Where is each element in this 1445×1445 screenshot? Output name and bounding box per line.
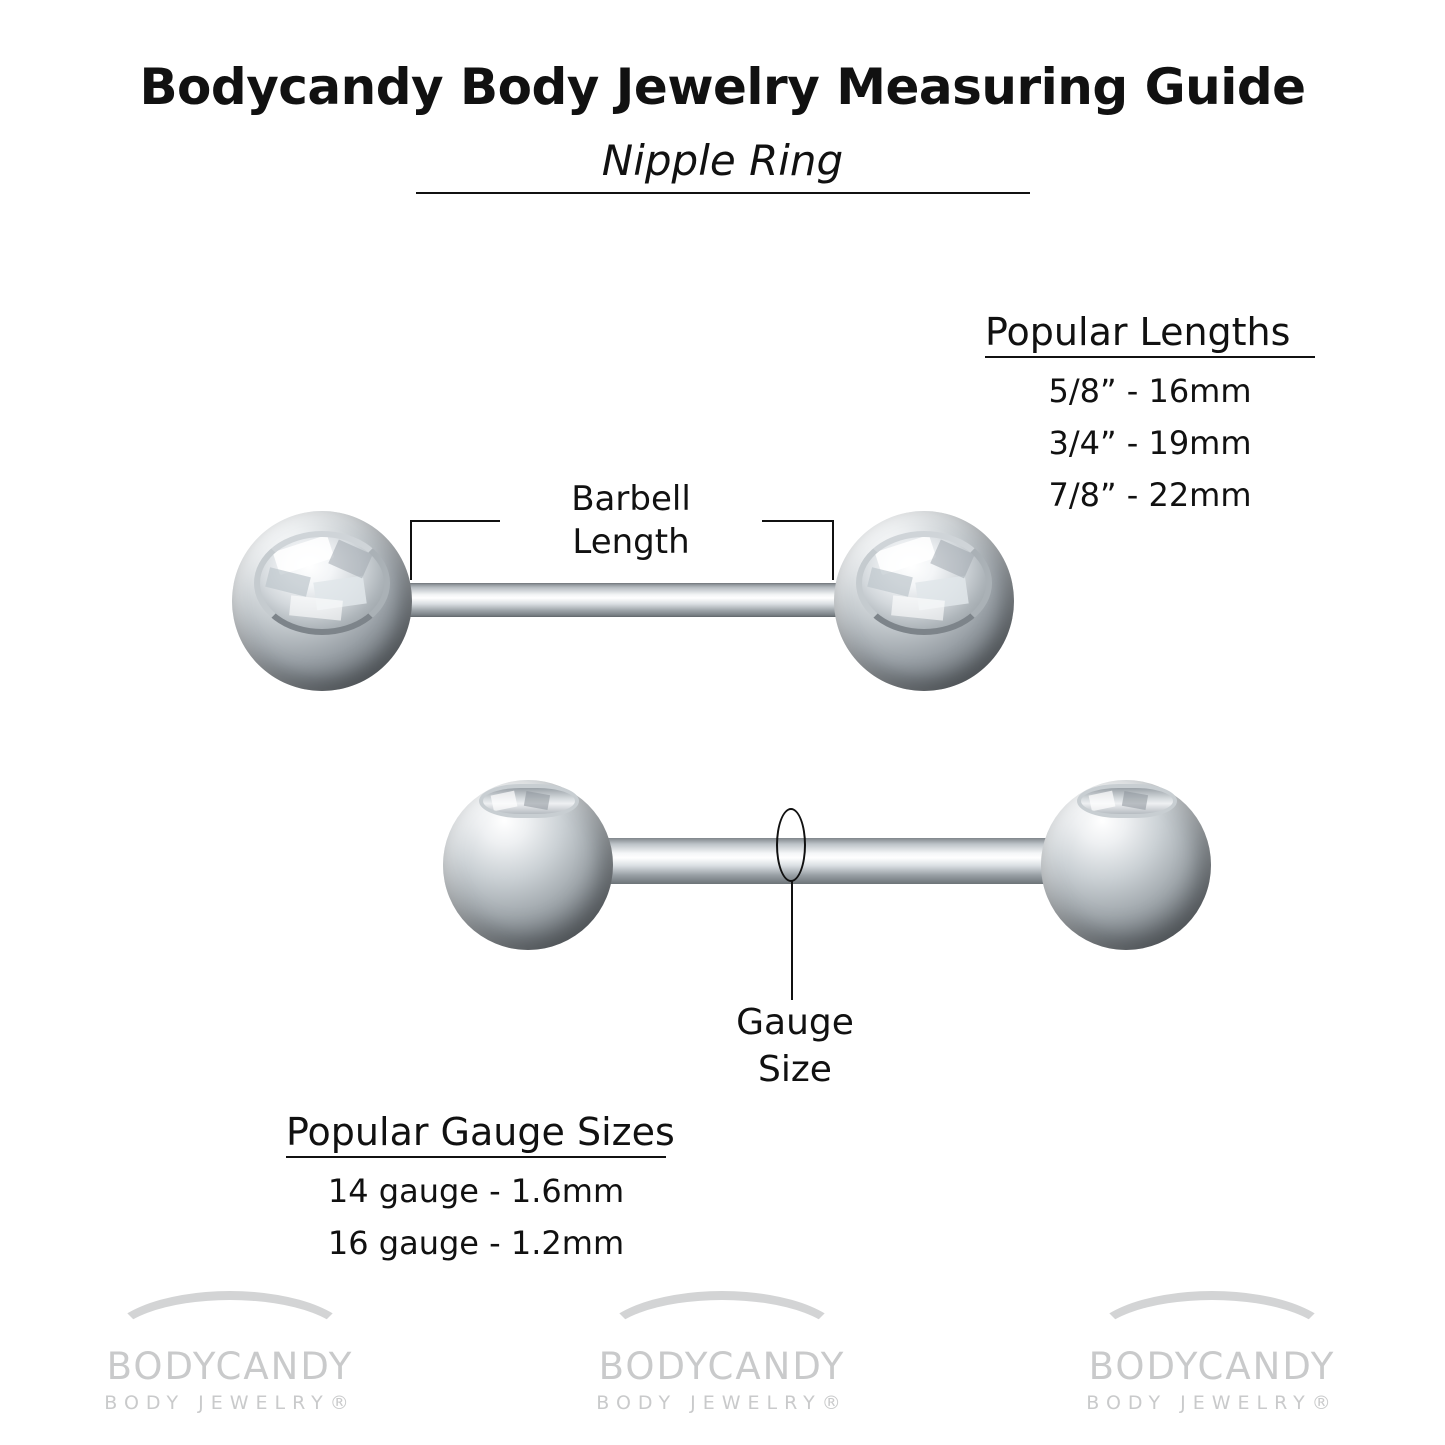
arc-icon [597, 1291, 847, 1343]
brand-logo-name: BODYCANDY [598, 1345, 846, 1388]
arc-icon [1087, 1291, 1337, 1343]
length-item: 5/8” - 16mm [1048, 372, 1252, 410]
popular-lengths-heading: Popular Lengths [985, 310, 1291, 354]
brand-logo [1012, 1291, 1412, 1414]
gem-icon [254, 531, 390, 635]
brand-logo-tagline: BODY JEWELRY® [596, 1392, 848, 1414]
gauge-size-label-line2: Size [758, 1048, 832, 1090]
gauge-item: 16 gauge - 1.2mm [327, 1224, 625, 1262]
brand-logo-tagline: BODY JEWELRY® [1086, 1392, 1338, 1414]
barbell-ball-left [443, 780, 613, 950]
brand-logo-name: BODYCANDY [1088, 1345, 1336, 1388]
barbell-length-label-line1: Barbell [571, 479, 691, 519]
popular-gauge-sizes-block [286, 1110, 675, 1262]
brand-logo-name: BODYCANDY [106, 1345, 354, 1388]
gem-icon [479, 784, 579, 818]
barbell-ball-right [834, 511, 1014, 691]
dimension-tick-left [410, 520, 412, 580]
popular-lengths-underline [985, 356, 1315, 358]
length-item: 7/8” - 22mm [1048, 476, 1252, 514]
gauge-item: 14 gauge - 1.6mm [327, 1172, 625, 1210]
gem-icon [856, 531, 992, 635]
dimension-tick-right [832, 520, 834, 580]
brand-logo-tagline: BODY JEWELRY® [104, 1392, 356, 1414]
brand-logo [30, 1291, 430, 1414]
length-item: 3/4” - 19mm [1048, 424, 1252, 462]
barbell-length-label [500, 478, 762, 563]
footer-logos [0, 1291, 1445, 1414]
popular-gauge-sizes-underline [286, 1156, 666, 1158]
subtitle-underline [416, 192, 1030, 194]
barbell-ball-right [1041, 780, 1211, 950]
popular-lengths-block [985, 310, 1315, 514]
page-subtitle: Nipple Ring [601, 136, 844, 185]
barbell-shaft [593, 838, 1063, 884]
barbell-length-label-line2: Length [572, 521, 690, 562]
barbell-length-dimension [410, 479, 834, 580]
barbell-ball-left [232, 511, 412, 691]
popular-gauge-sizes-heading: Popular Gauge Sizes [286, 1110, 675, 1154]
gem-icon [1077, 784, 1177, 818]
gauge-leader-line [791, 880, 793, 1000]
barbell-side-view [443, 780, 1211, 960]
page-title: Bodycandy Body Jewelry Measuring Guide [139, 58, 1306, 116]
gauge-indicator-ellipse [776, 808, 806, 882]
barbell-shaft [382, 583, 868, 617]
arc-icon [105, 1291, 355, 1343]
gauge-size-label [660, 1000, 930, 1094]
brand-logo [522, 1291, 922, 1414]
gauge-size-label-line1: Gauge [736, 1002, 854, 1043]
